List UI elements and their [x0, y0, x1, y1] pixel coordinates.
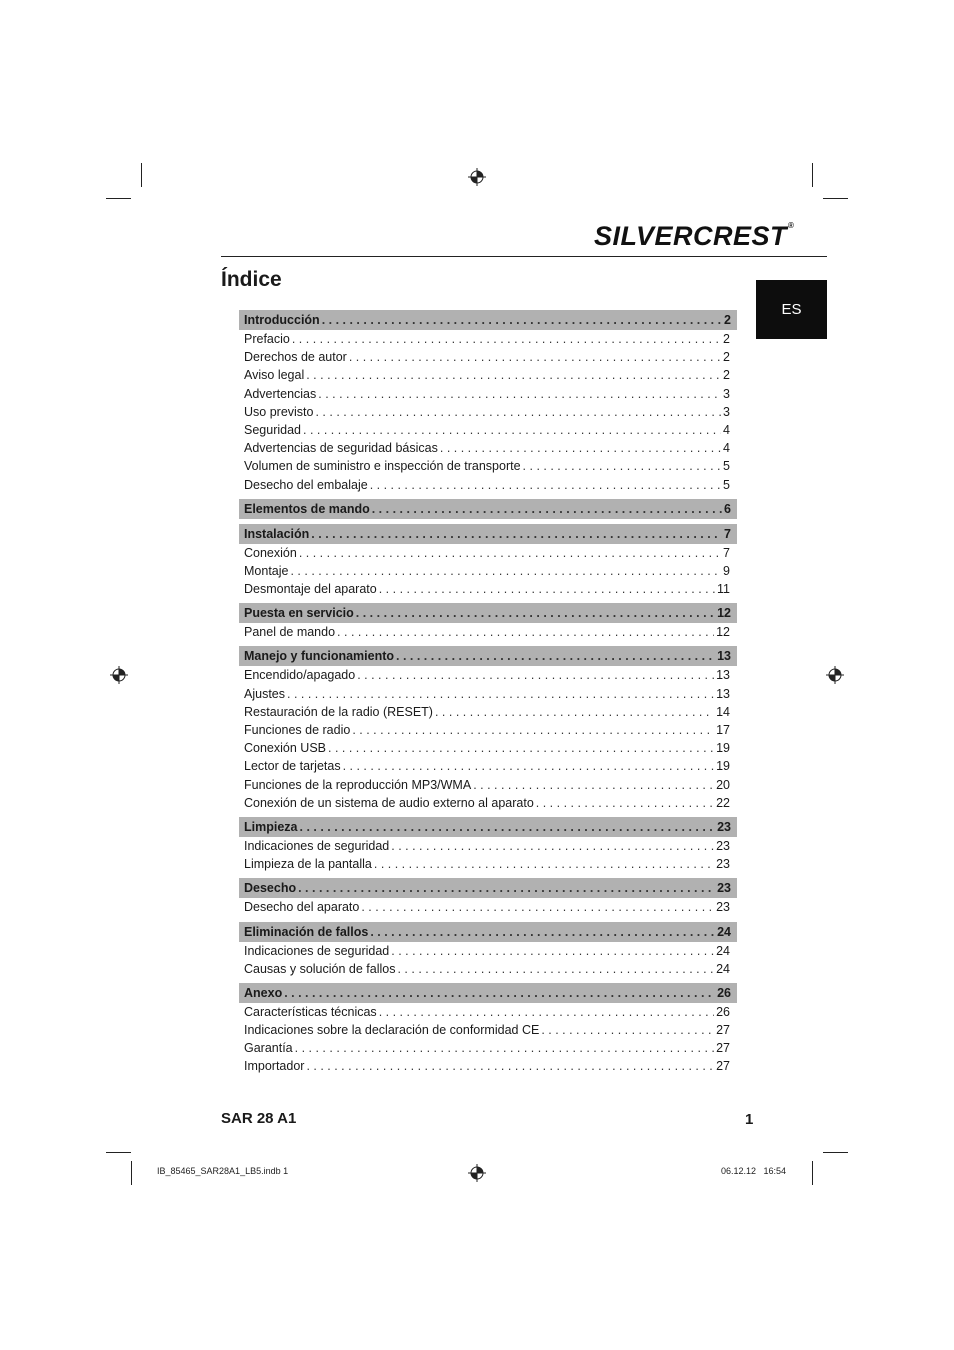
toc-item[interactable]: [239, 564, 737, 582]
registration-mark-icon: [468, 168, 486, 186]
toc-item-title: Funciones de radio: [244, 723, 351, 737]
toc-leader: [356, 606, 715, 620]
toc-item-title: Volumen de suministro e inspección de transporte: [244, 459, 521, 474]
toc-section-title: Desecho: [244, 881, 297, 896]
toc-item-page: 23: [716, 900, 730, 915]
toc-item-page: 27: [716, 1023, 730, 1038]
crop-mark: [812, 1161, 813, 1185]
header-rule: [221, 256, 827, 257]
toc-leader: [523, 459, 722, 473]
toc-leader: [541, 1023, 714, 1037]
toc-item-title: Aviso legal: [244, 368, 305, 383]
toc-item[interactable]: [239, 900, 737, 918]
print-slug-file: IB_85465_SAR28A1_LB5.indb 1: [157, 1166, 289, 1176]
toc-item-title: Conexión: [244, 545, 297, 560]
toc-item-page: 27: [716, 1059, 730, 1074]
toc-item-title: Importador: [244, 1059, 305, 1074]
crop-mark: [823, 1152, 848, 1153]
language-tab-label: ES: [781, 301, 802, 318]
toc-leader: [440, 441, 721, 455]
toc-item-page: 2: [723, 332, 730, 346]
toc-section[interactable]: [239, 524, 737, 544]
crop-mark: [131, 1161, 132, 1185]
toc-leader: [379, 582, 715, 596]
toc-item-title: Limpieza de la pantalla: [244, 857, 372, 872]
toc-item[interactable]: [239, 1023, 737, 1041]
toc-item[interactable]: [239, 441, 737, 459]
toc-leader: [370, 478, 721, 492]
toc-leader: [295, 1041, 714, 1055]
toc-item-title: Restauración de la radio (RESET): [244, 704, 433, 719]
toc-item-title: Advertencias: [244, 386, 317, 401]
toc-section-title: Limpieza: [244, 819, 298, 834]
toc-leader: [306, 368, 721, 382]
toc-section[interactable]: [239, 878, 737, 898]
toc-leader: [322, 313, 722, 327]
toc-section-page: 6: [724, 501, 731, 516]
toc-section-page: 2: [724, 313, 731, 327]
toc-item[interactable]: [239, 778, 737, 796]
toc-leader: [473, 778, 714, 792]
toc-item-page: 22: [716, 795, 730, 810]
toc-leader: [374, 857, 714, 871]
toc-item-page: 3: [723, 386, 730, 401]
toc-item-title: Desecho del aparato: [244, 900, 360, 915]
toc-item[interactable]: [239, 796, 737, 814]
toc-item-page: 9: [723, 563, 730, 578]
toc-leader: [370, 925, 715, 939]
toc-item[interactable]: [239, 1005, 737, 1023]
toc-item-page: 19: [716, 759, 730, 774]
toc-item-page: 23: [716, 857, 730, 872]
toc-section[interactable]: [239, 499, 737, 519]
page-title: Índice: [221, 268, 282, 291]
toc-item-page: 24: [716, 961, 730, 976]
toc-section[interactable]: [239, 646, 737, 666]
toc-item[interactable]: [239, 759, 737, 777]
toc-leader: [396, 649, 715, 663]
toc-item-page: 4: [723, 422, 730, 437]
toc-item[interactable]: [239, 741, 737, 759]
toc-item-title: Desmontaje del aparato: [244, 582, 377, 597]
registration-mark-icon: [468, 1164, 486, 1182]
toc-item-page: 27: [716, 1041, 730, 1056]
toc-item-title: Desecho del embalaje: [244, 477, 368, 492]
toc-item-page: 19: [716, 741, 730, 756]
model-number: SAR 28 A1: [221, 1110, 297, 1127]
toc-item[interactable]: [239, 387, 737, 405]
toc-item-page: 3: [723, 404, 730, 419]
toc-leader: [298, 881, 715, 895]
toc-leader: [352, 723, 714, 737]
toc-leader: [337, 625, 714, 639]
toc-item[interactable]: [239, 368, 737, 386]
toc-leader: [397, 962, 714, 976]
toc-item-title: Derechos de autor: [244, 350, 347, 365]
toc-item-title: Prefacio: [244, 332, 290, 346]
toc-item-page: 23: [716, 838, 730, 853]
toc-item-title: Causas y solución de fallos: [244, 961, 396, 976]
registration-mark-icon: [110, 666, 128, 684]
toc-item[interactable]: [239, 1041, 737, 1059]
toc-item-title: Indicaciones de seguridad: [244, 943, 390, 958]
toc-item-title: Advertencias de seguridad básicas: [244, 441, 438, 456]
toc-section-title: Manejo y funcionamiento: [244, 649, 395, 664]
toc-item[interactable]: [239, 705, 737, 723]
language-tab: [756, 280, 827, 339]
toc-section[interactable]: [239, 603, 737, 623]
toc-item-page: 2: [723, 350, 730, 365]
toc-leader: [287, 687, 714, 701]
toc-item[interactable]: [239, 857, 737, 875]
toc-item[interactable]: [239, 423, 737, 441]
toc-item-title: Garantía: [244, 1041, 293, 1056]
toc-section-title: Instalación: [244, 526, 310, 541]
toc-leader: [328, 741, 714, 755]
toc-item-title: Panel de mando: [244, 625, 336, 640]
toc-item[interactable]: [239, 405, 737, 423]
crop-mark: [106, 198, 131, 199]
toc-item-page: 13: [716, 686, 730, 701]
toc-leader: [372, 502, 722, 516]
crop-mark: [823, 198, 848, 199]
toc-item[interactable]: [239, 1059, 737, 1077]
toc-section-page: 24: [717, 924, 731, 939]
registration-mark-icon: [826, 666, 844, 684]
toc-section-page: 7: [724, 526, 731, 541]
toc-leader: [391, 944, 714, 958]
toc-item[interactable]: [239, 944, 737, 962]
toc-leader: [311, 527, 722, 541]
brand-name: SILVERCREST: [594, 221, 788, 251]
toc-item[interactable]: [239, 723, 737, 741]
toc-section-page: 12: [717, 606, 731, 621]
toc-section-title: Elementos de mando: [244, 501, 370, 516]
toc-leader: [435, 705, 714, 719]
toc-item[interactable]: [239, 459, 737, 477]
toc-item-page: 11: [717, 582, 730, 597]
toc-item-title: Ajustes: [244, 686, 285, 701]
toc-leader: [536, 796, 714, 810]
toc-leader: [391, 839, 714, 853]
toc-item-page: 24: [716, 943, 730, 958]
toc-leader: [361, 900, 714, 914]
crop-mark: [141, 163, 142, 187]
toc-section[interactable]: [239, 817, 737, 837]
toc-leader: [379, 1005, 714, 1019]
toc-section-page: 13: [717, 649, 731, 664]
toc-item-title: Indicaciones sobre la declaración de conformidad CE: [244, 1023, 540, 1038]
toc-leader: [306, 1059, 714, 1073]
brand-logo: [594, 221, 794, 252]
toc-leader: [284, 986, 715, 1000]
toc-leader: [357, 668, 714, 682]
toc-item-page: 4: [723, 441, 730, 456]
toc-leader: [303, 423, 721, 437]
toc-section-page: 26: [717, 985, 731, 1000]
toc-section-title: Eliminación de fallos: [244, 924, 369, 939]
toc-section-title: Anexo: [244, 985, 283, 1000]
toc-item-title: Indicaciones de seguridad: [244, 838, 390, 853]
toc-item-title: Montaje: [244, 563, 289, 578]
registered-mark: ®: [788, 221, 795, 230]
toc-item-title: Seguridad: [244, 422, 301, 437]
crop-mark: [106, 1152, 131, 1153]
toc-item-title: Conexión USB: [244, 741, 326, 756]
toc-item-page: 26: [716, 1004, 730, 1019]
toc-item-title: Lector de tarjetas: [244, 759, 341, 774]
toc-item-page: 12: [716, 625, 730, 640]
toc-section-page: 23: [717, 881, 731, 896]
toc-item-title: Encendido/apagado: [244, 668, 356, 683]
toc-leader: [300, 820, 716, 834]
toc-item[interactable]: [239, 546, 737, 564]
toc-section-title: Introducción: [244, 313, 320, 327]
crop-mark: [812, 163, 813, 187]
toc-item-title: Características técnicas: [244, 1004, 377, 1019]
toc-item-page: 20: [716, 777, 730, 792]
print-slug-date: 06.12.12 16:54: [721, 1166, 787, 1176]
toc-item-page: 5: [723, 459, 730, 474]
toc-section-page: 23: [717, 819, 731, 834]
toc-item[interactable]: [239, 582, 737, 600]
toc-leader: [299, 546, 721, 560]
toc-item[interactable]: [239, 962, 737, 980]
toc-section[interactable]: [239, 310, 737, 330]
toc-section-title: Puesta en servicio: [244, 606, 354, 621]
toc-item-title: Conexión de un sistema de audio externo al aparato: [244, 795, 534, 810]
toc-leader: [343, 759, 715, 773]
toc-section[interactable]: [239, 983, 737, 1003]
toc-leader: [349, 350, 721, 364]
toc-leader: [292, 332, 721, 346]
page-number: 1: [745, 1111, 754, 1128]
toc-leader: [315, 405, 721, 419]
toc-item-page: 14: [716, 704, 730, 719]
toc-section[interactable]: [239, 922, 737, 942]
toc-item-title: Funciones de la reproducción MP3/WMA: [244, 777, 472, 792]
toc-item[interactable]: [239, 625, 737, 643]
toc-item-title: Uso previsto: [244, 404, 314, 419]
toc-item[interactable]: [239, 687, 737, 705]
toc-item-page: 17: [716, 723, 730, 737]
toc-leader: [318, 387, 721, 401]
toc-item-page: 7: [723, 545, 730, 560]
toc-leader: [290, 564, 721, 578]
toc-item[interactable]: [239, 332, 737, 350]
table-of-contents: [239, 310, 737, 1078]
toc-item[interactable]: [239, 839, 737, 857]
toc-item[interactable]: [239, 668, 737, 686]
toc-item-page: 2: [723, 368, 730, 383]
toc-item-page: 13: [716, 668, 730, 683]
toc-item[interactable]: [239, 478, 737, 496]
toc-item[interactable]: [239, 350, 737, 368]
toc-item-page: 5: [723, 477, 730, 492]
